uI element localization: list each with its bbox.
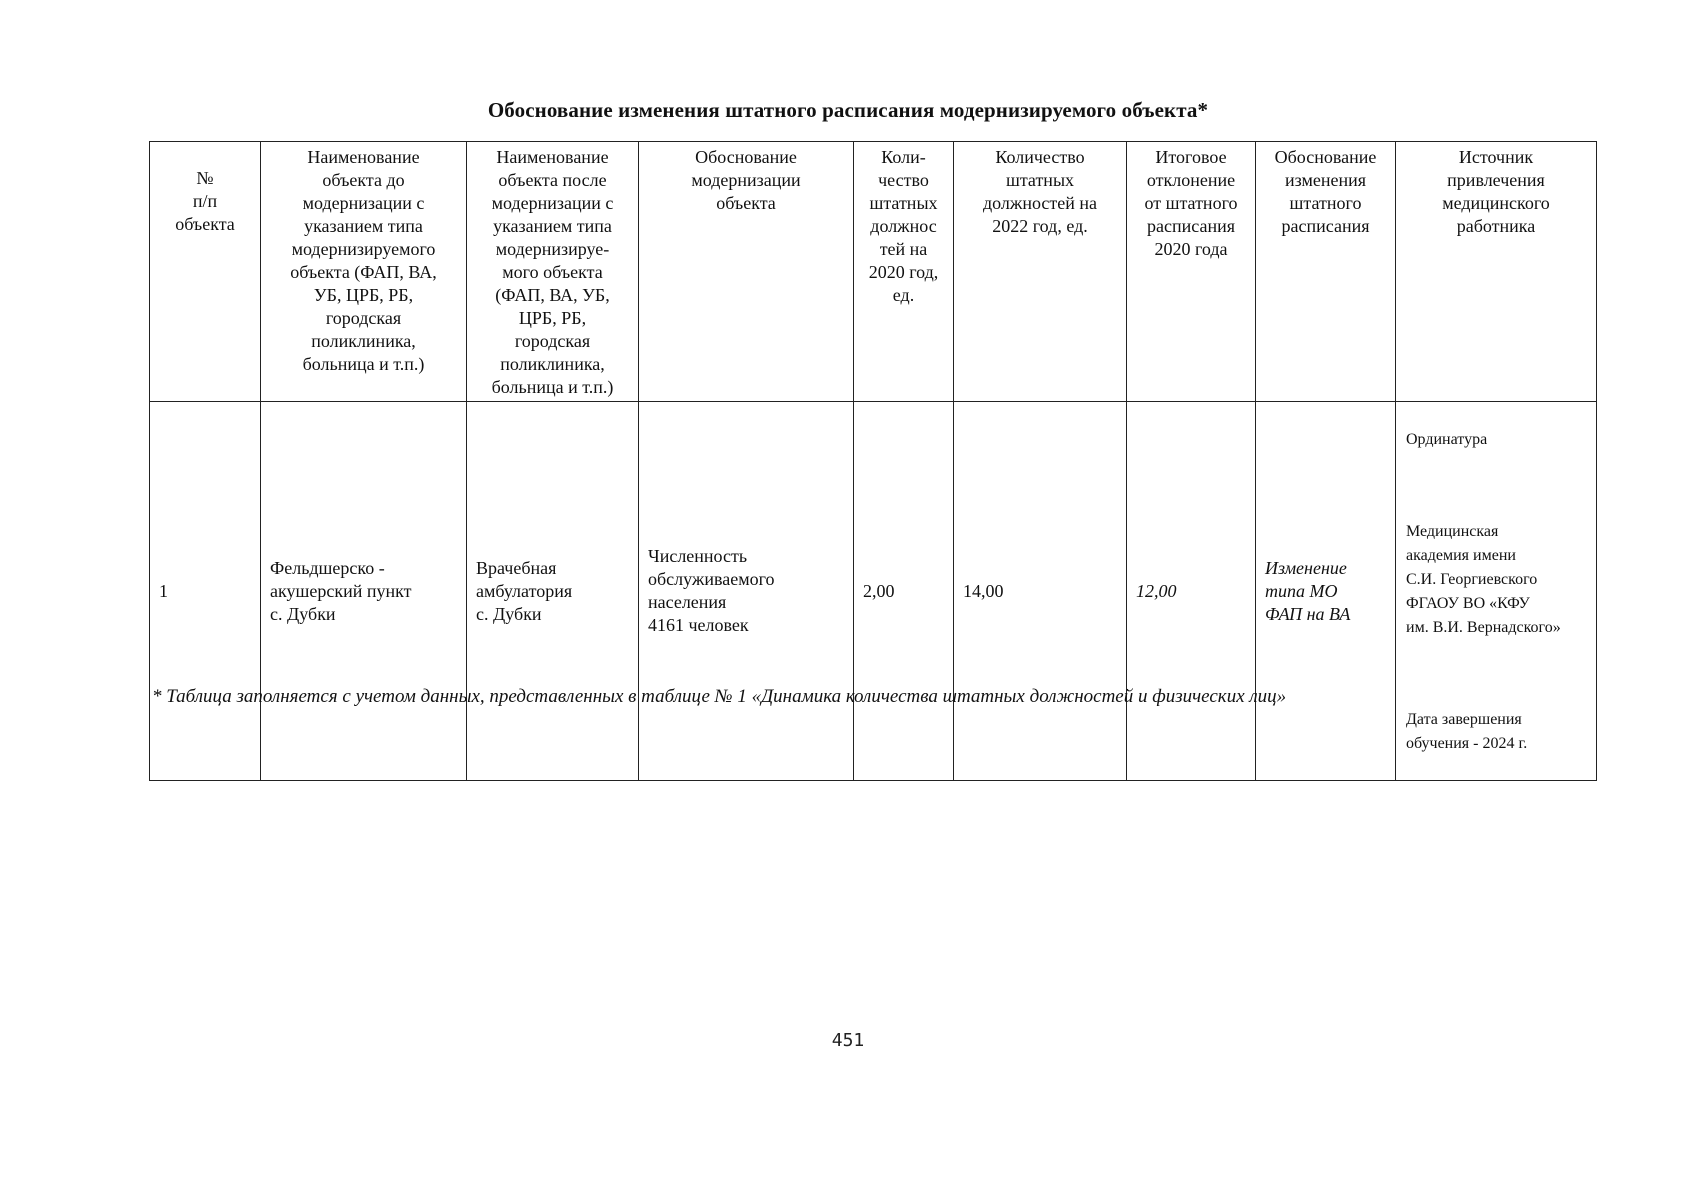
header-deviation: Итоговое отклонение от штатного расписания 2020 года — [1127, 142, 1256, 402]
cell-object-before: Фельдшерско - акушерский пункт с. Дубки — [261, 402, 467, 781]
page-number: 451 — [831, 1030, 865, 1051]
footnote: * Таблица заполняется с учетом данных, представленных в таблице № 1 «Динамика количества штатных должностей и физических лиц» — [152, 686, 1287, 707]
header-modernization-justification: Обоснование модернизации объекта — [639, 142, 854, 402]
cell-deviation: 12,00 — [1127, 402, 1256, 781]
cell-staff-2020: 2,00 — [854, 402, 954, 781]
source-academy: Медицинская академия имени С.И. Георгиевского ФГАОУ ВО «КФУ им. В.И. Вернадского» — [1406, 523, 1561, 636]
cell-modernization-justification: Численность обслуживаемого населения 4161 человек — [639, 402, 854, 781]
staffing-justification-table — [149, 141, 1597, 781]
table-header-row — [150, 142, 1597, 402]
header-change-reason: Обоснование изменения штатного расписания — [1256, 142, 1396, 402]
cell-change-reason: Изменение типа МО ФАП на ВА — [1256, 402, 1396, 781]
source-spacer — [1406, 664, 1586, 684]
source-residency: Ординатура — [1406, 431, 1488, 448]
header-staff-2020: Коли- чество штатных должнос тей на 2020 год, ед. — [854, 142, 954, 402]
header-staff-2022: Количество штатных должностей на 2022 год, ед. — [954, 142, 1127, 402]
header-number: № п/п объекта — [150, 142, 261, 402]
page-title: Обоснование изменения штатного расписания модернизируемого объекта* — [487, 98, 1209, 122]
cell-staff-2022: 14,00 — [954, 402, 1127, 781]
header-worker-source: Источник привлечения медицинского работника — [1396, 142, 1597, 402]
header-object-after: Наименование объекта после модернизации с указанием типа модернизируе- мого объекта (ФАП, ВА, УБ, ЦРБ, РБ, городская поликлиника, больница и т.п.) — [467, 142, 639, 402]
cell-worker-source — [1396, 402, 1597, 781]
cell-number: 1 — [150, 402, 261, 781]
table-row — [150, 402, 1597, 781]
header-object-before: Наименование объекта до модернизации с указанием типа модернизируемого объекта (ФАП, ВА, УБ, ЦРБ, РБ, городская поликлиника, больница и т.п.) — [261, 142, 467, 402]
source-completion-date: Дата завершения обучения - 2024 г. — [1406, 711, 1528, 752]
source-spacer — [1406, 476, 1586, 496]
cell-object-after: Врачебная амбулатория с. Дубки — [467, 402, 639, 781]
